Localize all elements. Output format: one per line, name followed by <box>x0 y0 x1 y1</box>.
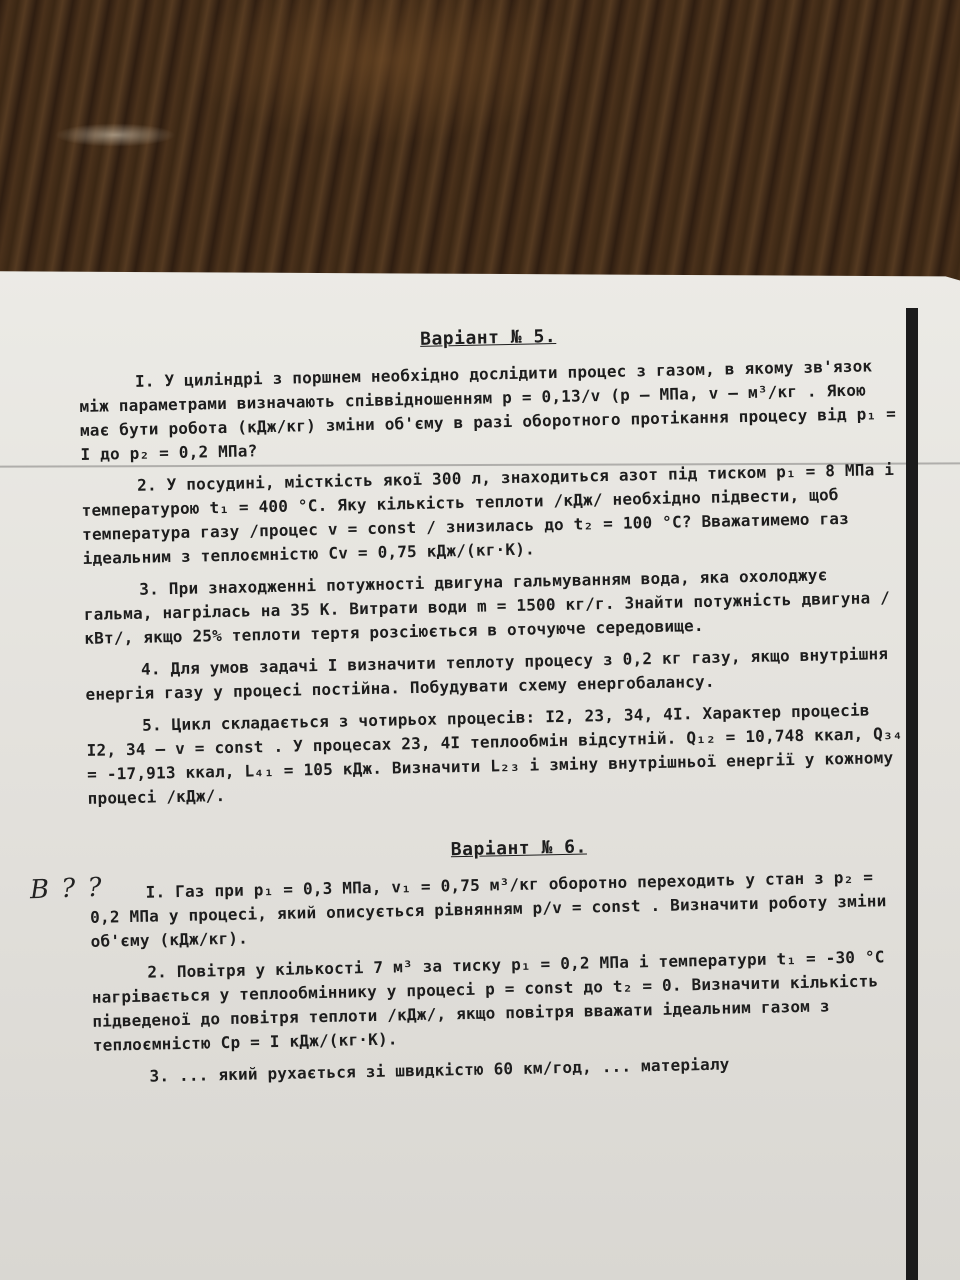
variant-5-task-5: 5. Цикл складається з чотирьох процесів: І2, 23, 34, 4І. Характер процесів І2, 34 – v = const . У процесах 23, 4І теплообмін відсутній. Q₁₂ = 10,748 ккал, Q₃₄ = -17,913 ккал, L₄₁ = 105 кДж. Визначити L₂₃ і зміну внутрішньої енергії у кожному процесі /кДж/. <box>86 700 903 808</box>
variant-5-task-4: 4. Для умов задачі І визначити теплоту процесу з 0,2 кг газу, якщо внутрішня енергія газу у процесі постійна. Побудувати схему енергобалансу. <box>85 644 889 704</box>
document-content <box>78 319 914 1098</box>
variant-6-title: Варіант № 6. <box>450 836 588 861</box>
page-edge-shadow <box>906 308 918 1280</box>
wooden-table-background <box>0 0 960 300</box>
variant-5-task-3: 3. При знаходженні потужності двигуна гальмуванням вода, яка охолоджує гальма, нагрілась на 35 К. Витрати води m = 1500 кг/г. Знайти потужність двигуна /кВт/, якщо 25% теплоти тертя розсіюється в оточуюче середовище. <box>83 565 891 648</box>
variant-6-task-2: 2. Повітря у кількості 7 м³ за тиску p₁ = 0,2 МПа і температури t₁ = -30 °С нагрівається у теплообміннику у процесі p = const до t₂ = 0. Визначити кількість підведеної до повітря теплоти /кДж/, якщо повітря вважати ідеальним газом з теплоємністю Cp = І кДж/(кг·К). <box>91 947 885 1055</box>
variant-6-task-1: І. Газ при p₁ = 0,3 МПа, v₁ = 0,75 м³/кг оборотно переходить у стан з p₂ = 0,2 МПа у процесі, який описується рівнянням p/v = const . Визначити роботу зміни об'єму (кДж/кг). <box>89 867 887 951</box>
variant-5-task-2: 2. У посудині, місткість якої 300 л, знаходиться азот під тиском p₁ = 8 МПа і температурою t₁ = 400 °С. Яку кількість теплоти /кДж/ необхідно підвести, щоб температура газу /процес v = const / знизилась до t₂ = 100 °С? Вважатимемо газ ідеальним з теплоємністю Cv = 0,75 кДж/(кг·К). <box>81 459 895 568</box>
variant-5-task-1: І. У циліндрі з поршнем необхідно дослідити процес з газом, в якому зв'язок між параметрами визначають співвідношенням p = 0,13/v (p – МПа, v – м³/кг . Якою має бути робота (кДж/кг) зміни об'єму в разі оборотного протікання процесу від p₁ = І до p₂ = 0,2 МПа? <box>79 356 897 464</box>
variant-5-title: Варіант № 5. <box>419 325 557 350</box>
variant-6-task-3: 3. ... який рухається зі швидкістю 60 км/год, ... матеріалу <box>149 1054 730 1086</box>
handwritten-margin-note: В ? ? <box>29 872 105 906</box>
